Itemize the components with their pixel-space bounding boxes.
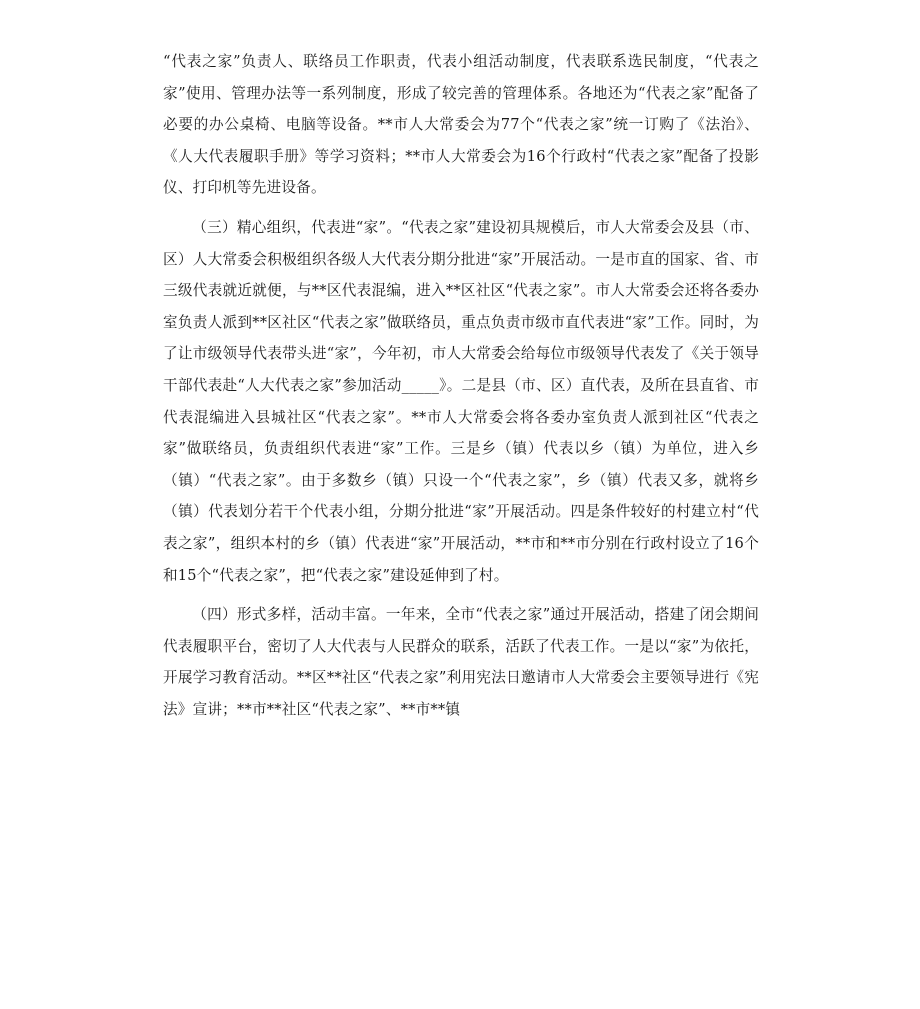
document-page (163, 46, 759, 733)
paragraph-2: （三）精心组织，代表进“家”。“代表之家”建设初具规模后，市人大常委会及县（市、区）人大常委会积极组织各级人大代表分期分批进“家”开展活动。一是市直的国家、省、市三级代表就近就便，与**区代表混编，进入**区社区“代表之家”。市人大常委会还将各委办室负责人派到**区社区“代表之家”做联络员，重点负责市级市直代表进“家”工作。同时，为了让市级领导代表带头进“家”，今年初，市人大常委会给每位市级领导代表发了《关于领导干部代表赴“人大代表之家”参加活动_____》。二是县（市、区）直代表，及所在县直省、市代表混编进入县城社区“代表之家”。**市人大常委会将各委办室负责人派到社区“代表之家”做联络员，负责组织代表进“家”工作。三是乡（镇）代表以乡（镇）为单位，进入乡（镇）“代表之家”。由于多数乡（镇）只设一个“代表之家”，乡（镇）代表又多，就将乡（镇）代表划分若干个代表小组，分期分批进“家”开展活动。四是条件较好的村建立村“代表之家”，组织本村的乡（镇）代表进“家”开展活动，**市和**市分别在行政村设立了16个和15个“代表之家”，把“代表之家”建设延伸到了村。 (163, 218, 759, 584)
paragraph-3: （四）形式多样，活动丰富。一年来，全市“代表之家”通过开展活动，搭建了闭会期间代表履职平台，密切了人大代表与人民群众的联系，活跃了代表工作。一是以“家”为依托，开展学习教育活动。**区**社区“代表之家”利用宪法日邀请市人大常委会主要领导进行《宪法》宣讲；**市**社区“代表之家”、**市**镇 (163, 606, 759, 718)
paragraph-1: “代表之家”负责人、联络员工作职责，代表小组活动制度，代表联系选民制度，“代表之家”使用、管理办法等一系列制度，形成了较完善的管理体系。各地还为“代表之家”配备了必要的办公桌椅、电脑等设备。**市人大常委会为77个“代表之家”统一订购了《法治》、《人大代表履职手册》等学习资料；**市人大常委会为16个行政村“代表之家”配备了投影仪、打印机等先进设备。 (163, 53, 759, 197)
